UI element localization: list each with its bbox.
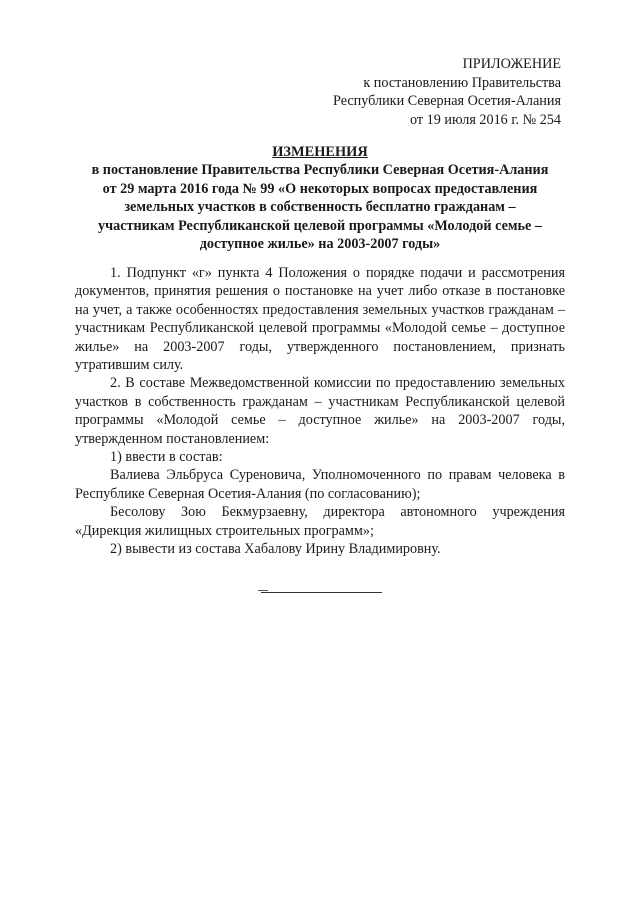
title-line: земельных участков в собственность бесплатно гражданам – bbox=[124, 199, 516, 216]
divider-tick bbox=[258, 590, 268, 591]
appendix-date-number: от 19 июля 2016 г. № 254 bbox=[410, 111, 561, 128]
title-line: доступное жилье» на 2003-2007 годы» bbox=[199, 236, 441, 253]
document-title bbox=[70, 143, 570, 253]
paragraph-2: 2. В составе Межведомственной комиссии по предоставлению земельных участков в собственность гражданам – участникам Республиканской целевой программы «Молодой семье – доступное жилье» на 2003-2007 годы, утвержденном постановлением: bbox=[75, 375, 565, 447]
paragraph-besolova: Бесолову Зою Бекмурзаевну, директора автономного учреждения «Дирекция жилищных строительных программ»; bbox=[75, 504, 565, 539]
paragraph-valiev: Валиева Эльбруса Суреновича, Уполномоченного по правам человека в Республике Северная Осетия-Алания (по согласованию); bbox=[75, 467, 565, 502]
appendix-header bbox=[333, 55, 561, 129]
title-line: участникам Республиканской целевой программы «Молодой семье – bbox=[98, 217, 542, 234]
end-divider-line bbox=[261, 592, 382, 593]
paragraph-exclude: 2) вывести из состава Хабалову Ирину Владимировну. bbox=[110, 541, 441, 558]
appendix-label: ПРИЛОЖЕНИЕ bbox=[462, 56, 561, 72]
appendix-to-resolution: к постановлению Правительства bbox=[363, 74, 561, 91]
title-heading: ИЗМЕНЕНИЯ bbox=[272, 144, 368, 160]
title-line: от 29 марта 2016 года № 99 «О некоторых вопросах предоставления bbox=[102, 180, 538, 197]
appendix-republic: Республики Северная Осетия-Алания bbox=[332, 93, 561, 109]
document-body bbox=[75, 264, 565, 559]
paragraph-include: 1) ввести в состав: bbox=[110, 449, 223, 466]
paragraph-1: 1. Подпункт «г» пункта 4 Положения о порядке подачи и рассмотрения документов, принятия решения о постановке на учет либо отказе в постановке на учет, а также особенностях предоставления земельных участков гражданам – участникам Республиканской целевой программы «Молодой семье – доступное жилье» на 2003-2007 годы, утвержденного постановлением, признать утратившим силу. bbox=[75, 265, 565, 374]
title-line: в постановление Правительства Республики Северная Осетия-Алания bbox=[91, 162, 549, 179]
